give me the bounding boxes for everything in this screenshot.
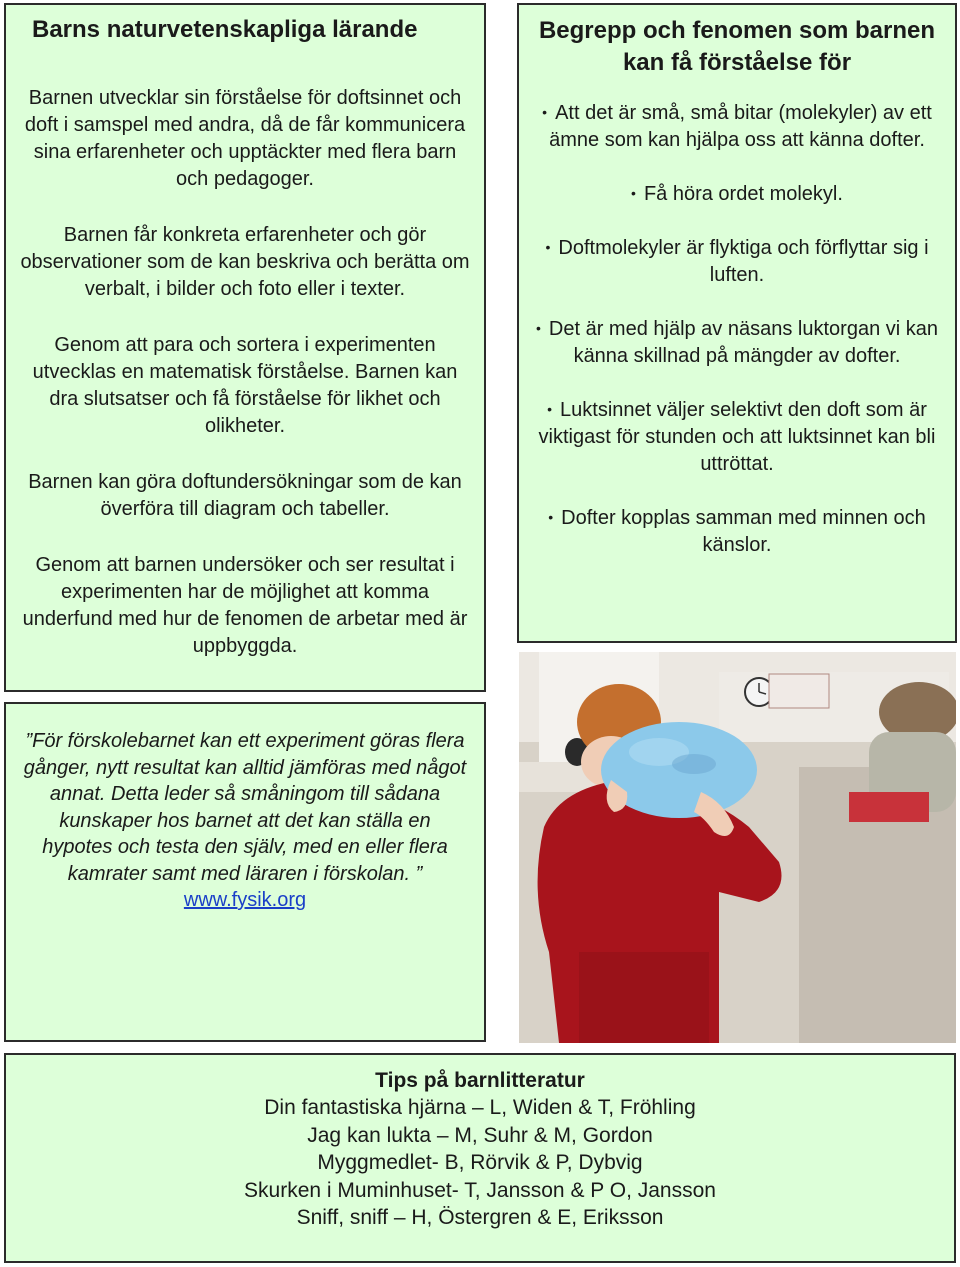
book-item: Jag kan lukta – M, Suhr & M, Gordon	[307, 1123, 653, 1147]
book-item: Din fantastiska hjärna – L, Widen & T, Fröhling	[264, 1096, 696, 1119]
bullet-icon: •	[542, 104, 548, 120]
quote-box	[4, 702, 486, 1042]
child-sweater-lower	[579, 952, 709, 1043]
bullet-icon: •	[547, 401, 553, 417]
learning-paragraph: Barnen får konkreta erfarenheter och gör observationer som de kan beskriva och berätta om verbalt, i bilder och foto eller i texter.	[20, 224, 470, 300]
child-balloon-photo	[519, 652, 956, 1043]
list-item	[533, 504, 941, 559]
list-item	[533, 234, 941, 289]
list-item-text: Dofter kopplas samman med minnen och känslor.	[561, 507, 926, 556]
learning-paragraph: Barnen utvecklar sin förståelse för doftsinnet och doft i samspel med andra, då de får kommunicera sina erfarenheter och upptäckter med flera barn och pedagoger.	[24, 87, 466, 190]
book-item: Sniff, sniff – H, Östergren & E, Eriksson	[296, 1206, 664, 1229]
bullet-icon: •	[535, 320, 541, 336]
learning-paragraphs	[18, 85, 472, 660]
list-item-text: Få höra ordet molekyl.	[643, 183, 843, 205]
list-item-text: Det är med hjälp av näsans luktorgan vi kan känna skillnad på mängder av dofter.	[548, 318, 938, 367]
red-cloth	[849, 792, 929, 822]
source-link[interactable]: www.fysik.org	[183, 889, 307, 911]
concepts-title: Begrepp och fenomen som barnen kan få förståelse för	[538, 17, 936, 76]
bullet-icon: •	[631, 185, 636, 201]
concepts-list	[533, 99, 941, 559]
learning-title: Barns naturvetenskapliga lärande	[32, 16, 418, 43]
list-item-text: Luktsinnet väljer selektivt den doft som är viktigast för stunden och att luktsinnet kan bli uttröttat.	[538, 399, 936, 475]
learning-paragraph: Genom att barnen undersöker och ser resultat i experimenten har de möjlighet att komma underfund med hur de fenomen de arbetar med är uppbyggda.	[22, 554, 468, 657]
concepts-box	[517, 3, 957, 643]
wall-calendar	[769, 674, 829, 708]
learning-paragraph: Genom att para och sortera i experimenten utvecklas en matematisk förståelse. Barnen kan dra slutsatser och få förståelse för likhet och olikheter.	[32, 334, 458, 437]
list-item	[533, 180, 941, 208]
list-item	[533, 315, 941, 370]
learning-box	[4, 3, 486, 692]
list-item	[533, 99, 941, 154]
book-item: Skurken i Muminhuset- T, Jansson & P O, Jansson	[244, 1178, 716, 1202]
list-item-text: Att det är små, små bitar (molekyler) av ett ämne som kan hjälpa oss att känna dofter.	[549, 102, 932, 151]
quote-text: ”För förskolebarnet kan ett experiment göras flera gånger, nytt resultat kan alltid jämföras med något annat. Detta leder så småningom till sådana kunskaper hos barnet att det kan ställa en hypotes och testa den själv, med en eller flera kamrater samt med läraren i förskolan. ”	[23, 730, 467, 885]
bullet-icon: •	[548, 509, 554, 525]
book-item: Myggmedlet- B, Rörvik & P, Dybvig	[317, 1151, 643, 1174]
literature-tips-box	[4, 1053, 956, 1263]
list-item-text: Doftmolekyler är flyktiga och förflyttar sig i luften.	[558, 237, 929, 286]
bullet-icon: •	[545, 239, 551, 255]
tips-title: Tips på barnlitteratur	[375, 1069, 585, 1092]
learning-paragraph: Barnen kan göra doftundersökningar som de kan överföra till diagram och tabeller.	[28, 471, 462, 520]
quote-source	[22, 887, 468, 914]
list-item	[533, 396, 941, 478]
